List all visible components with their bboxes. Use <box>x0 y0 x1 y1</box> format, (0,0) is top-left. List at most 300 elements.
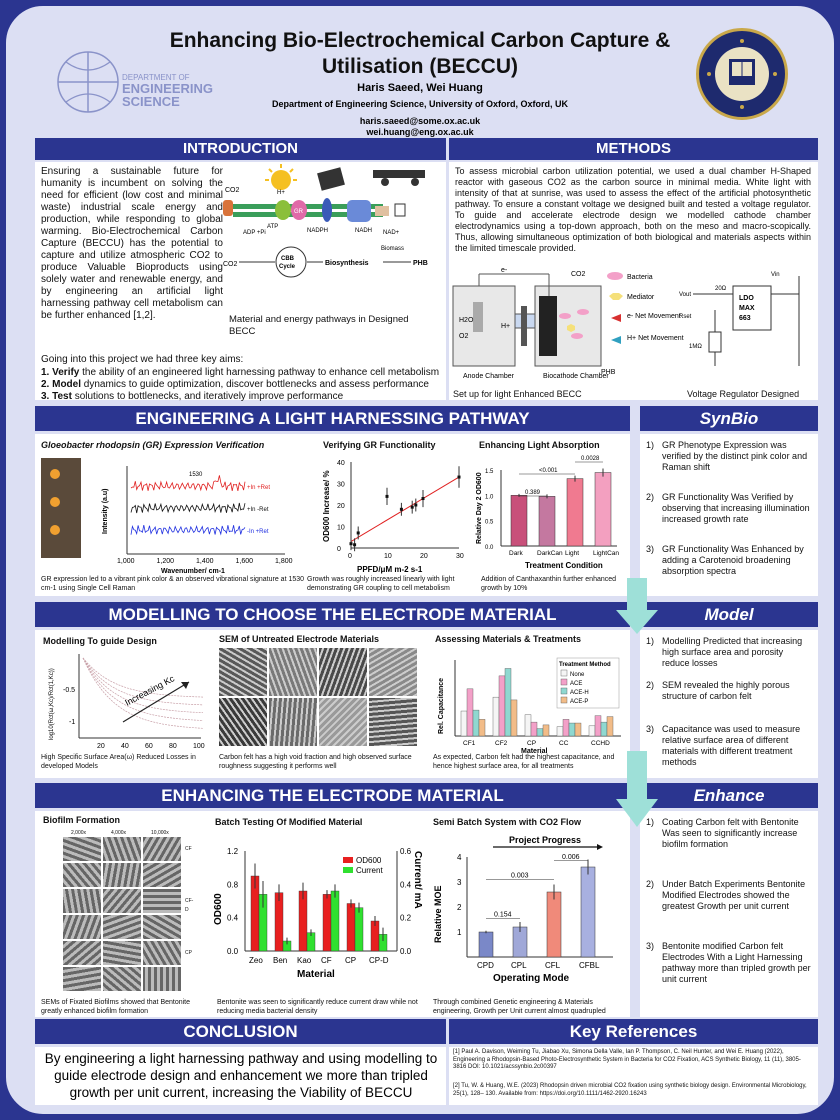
legend-swatch <box>561 688 567 694</box>
y-tick-label: 0.5 <box>485 519 494 526</box>
semi-batch-chart <box>427 829 627 995</box>
x-tick-label: 40 <box>121 743 129 750</box>
side-item-number: 3) <box>646 941 655 951</box>
flow-arrow-icon <box>612 578 662 638</box>
aim-text: the ability of an engineered light harnessing pathway to enhance cell metabolism <box>79 367 440 378</box>
bar <box>461 711 467 736</box>
x-axis-label: PPFD/μM m-2 s-1 <box>357 565 423 574</box>
y-tick-label: 3 <box>457 878 462 887</box>
biofilm-sem-image <box>103 941 141 965</box>
legend-label: +In -Ret <box>247 507 269 513</box>
side-item-number: 2) <box>646 492 655 502</box>
bar <box>563 719 569 736</box>
conclusion-heading: CONCLUSION <box>35 1019 446 1044</box>
side-item-text: GR Phenotype Expression was verified by the distinct pink color and Raman shift <box>662 440 808 472</box>
x-tick-label: CPL <box>511 961 527 970</box>
y-axis-label: Relative Day 2 OD600 <box>476 472 483 544</box>
y-axis-label: OD600 <box>213 893 224 925</box>
x-tick-label: 1,200 <box>156 558 175 565</box>
x-tick-label: CC <box>559 740 569 747</box>
bar-od600 <box>299 891 307 951</box>
synbio-side-panel <box>640 434 818 596</box>
bar-current <box>355 908 363 951</box>
magnification-label: 10,000x <box>151 830 169 836</box>
x-tick-label: 1,600 <box>235 558 254 565</box>
raman-chart <box>41 458 311 574</box>
semi-caption: Through combined Genetic engineering & Materials engineering, Growth per Unit current almost quadrupled <box>433 999 606 1015</box>
abs-title: Enhancing Light Absorption <box>479 440 600 450</box>
magnification-label: 4,000x <box>111 830 127 836</box>
x-tick-label: 0 <box>348 553 352 560</box>
biofilm-sem-image <box>143 889 181 913</box>
y-tick-label: 0.0 <box>485 545 494 551</box>
bar <box>601 722 607 736</box>
batch-chart <box>211 829 421 995</box>
legend-label: ACE-P <box>570 699 589 705</box>
y-axis-label: Intensity (a.u) <box>102 488 109 534</box>
authors: Haris Saeed, Wei Huang <box>357 82 483 94</box>
x-tick-label: 100 <box>193 743 205 750</box>
pathway-caption: Material and energy pathways in Designed BECC <box>229 314 409 337</box>
nadph-label: NADPH <box>307 228 329 234</box>
biofilm-sem-image <box>143 837 181 861</box>
sem-title: SEM of Untreated Electrode Materials <box>219 634 380 644</box>
y-axis-label-right: Current/ mA <box>412 851 423 909</box>
aim-keyword: 1. Verify <box>41 367 80 378</box>
bar-od600 <box>323 894 331 951</box>
biosynthesis-label: Biosynthesis <box>325 260 369 267</box>
x-tick-label: Dark <box>509 550 523 557</box>
biofilm-sem-image <box>63 915 101 939</box>
x-tick-label: CF1 <box>463 740 476 747</box>
y-tick-label: 10 <box>337 524 345 532</box>
x-tick-label: 80 <box>169 743 177 750</box>
side-item-number: 1) <box>646 817 655 827</box>
side-item-number: 3) <box>646 544 655 554</box>
y-tick-label-right: 0.2 <box>400 913 412 923</box>
h-label: H+ <box>501 323 511 330</box>
sem-image <box>319 698 367 746</box>
phb-label: PHB <box>413 260 428 267</box>
biofilm-sem-image <box>103 863 141 887</box>
side-item-text: GR Functionality Was Verified by observing that increasing illumination increased growth rate <box>662 492 810 524</box>
poster <box>3 3 837 1117</box>
legend-label: -In +Ret <box>247 529 269 535</box>
affiliation: Department of Engineering Science, University of Oxford, Oxford, UK <box>271 99 569 109</box>
legend-label: Current <box>356 866 383 875</box>
legend-swatch <box>561 679 567 685</box>
biofilm-sem-image <box>143 941 181 965</box>
svg-text:CBB: CBB <box>281 256 294 262</box>
biofilm-sem-image <box>63 967 101 991</box>
bar <box>511 495 527 546</box>
bar <box>525 715 531 736</box>
y-tick-label: 40 <box>337 460 345 467</box>
legend-swatch <box>561 697 567 703</box>
x-tick-label: Ben <box>273 956 288 965</box>
p-value-label: 0.154 <box>494 911 512 919</box>
bar <box>581 867 595 957</box>
bar <box>467 689 473 736</box>
model-caption: High Specific Surface Area(ω) Reduced Losses in developed Models <box>41 754 196 770</box>
series-line <box>131 475 245 491</box>
reactor-figure <box>453 266 813 398</box>
legend-label: ACE-H <box>570 690 589 696</box>
side-item-text: Capacitance was used to measure relative surface area of different materials with different treatment methods <box>662 724 801 767</box>
bar <box>557 727 563 736</box>
bar <box>479 719 485 736</box>
conclusion-panel <box>35 1047 446 1105</box>
header <box>6 6 834 136</box>
x-tick-label: Kao <box>297 956 312 965</box>
nad-label: NAD+ <box>383 230 400 236</box>
biofilm-title: Biofilm Formation <box>43 815 120 825</box>
data-point <box>386 495 389 498</box>
engineering-logo-icon <box>54 48 124 118</box>
gr-function-chart <box>305 452 471 578</box>
y-tick-label: 1.5 <box>485 469 494 475</box>
y-tick-label: 1 <box>457 928 462 937</box>
phb-methods-label: PHB <box>601 369 616 376</box>
synbio-side-heading: SynBio <box>640 406 818 431</box>
p-value-label: 0.003 <box>511 872 529 880</box>
biofilm-grid <box>41 829 194 997</box>
legend-swatch <box>343 857 353 863</box>
y-tick-label-right: 0.0 <box>400 947 412 956</box>
references-panel <box>449 1047 818 1105</box>
x-tick-label: CFBL <box>579 961 600 970</box>
y-axis-label: Rel. Capacitance <box>438 677 445 734</box>
references-heading: Key References <box>449 1019 818 1044</box>
bar <box>537 729 543 736</box>
raman-caption: GR expression led to a vibrant pink color & an observed vibrational signature at 1530 cm-1 using Single Cell Raman <box>41 576 305 592</box>
legend-label: +In +Ret <box>247 485 271 491</box>
y-tick-label: 0.8 <box>227 880 239 890</box>
bar <box>607 717 613 736</box>
enhance-side-panel <box>640 811 818 1017</box>
p-value-label: 0.389 <box>525 490 541 496</box>
co2-bottom-label: CO2 <box>223 261 238 268</box>
svg-text:LDO: LDO <box>739 295 754 302</box>
sem-image <box>219 698 267 746</box>
y-tick-label: 2 <box>457 903 462 912</box>
email-2: wei.huang@eng.ox.ac.uk <box>366 127 474 137</box>
logo-line-1: DEPARTMENT OF <box>122 73 190 82</box>
x-tick-label: LightCan <box>593 550 620 557</box>
y-tick-label: -0.5 <box>63 687 76 694</box>
pathway-figure <box>223 164 445 326</box>
data-point <box>400 508 403 511</box>
bar <box>499 676 505 736</box>
r2-label: 20Ω <box>715 286 727 292</box>
data-point <box>422 497 425 500</box>
sem-image <box>319 648 367 696</box>
progress-label: Project Progress <box>509 835 582 845</box>
enhance-panel <box>35 811 630 1017</box>
fit-line <box>351 477 459 542</box>
biofilm-row-label: CF-D <box>185 898 194 913</box>
model-side-heading: Model <box>640 602 818 627</box>
raman-title: Gloeobacter rhodopsin (GR) Expression Verification <box>41 440 265 450</box>
data-point <box>350 542 353 545</box>
side-item-text: Bentonite modified Carbon felt Electrodes With a Light Harnessing pathway more than tripled growth per unit current <box>662 941 811 984</box>
model-side-panel <box>640 630 818 778</box>
introduction-panel <box>35 162 446 400</box>
p-value-label: 0.0028 <box>581 456 600 462</box>
bar <box>539 496 555 546</box>
biofilm-row-label: CP <box>185 950 192 956</box>
x-tick-label: CP <box>345 956 357 965</box>
reference-1: [1] Paul A. Davison, Weiming Tu, Jiabao Xu, Simona Della Valle, Ian P. Thompson, C. Neil Hunter, and Wei E. Huang (2022), Engineering a Rhodopsin-Based Photo-Electrosynthetic System in Bacteria for CO2 Fixation, ACS Synthetic Biology, 11 (11), 3805-3816 DOI: 10.1021/acssynbio.2c00397 <box>453 1049 801 1070</box>
magnification-label: 2,000x <box>71 830 87 836</box>
bar <box>547 892 561 957</box>
batch-caption: Bentonite was seen to significantly reduce current draw while not reducing media bacterial density <box>217 999 418 1015</box>
bar <box>473 710 479 736</box>
x-tick-label: 30 <box>456 553 464 560</box>
x-tick-label: 60 <box>145 743 153 750</box>
batch-title: Batch Testing Of Modified Material <box>215 817 363 827</box>
sem-image <box>269 698 317 746</box>
aims-list <box>41 367 443 403</box>
x-axis-label: Material <box>297 969 335 980</box>
data-point <box>411 506 414 509</box>
biofilm-sem-image <box>143 863 181 887</box>
co2-top-label: CO2 <box>225 187 240 194</box>
x-tick-label: CP-D <box>369 956 389 965</box>
bar-od600 <box>275 893 283 951</box>
kc-annotation: Increasing Kc <box>123 673 177 708</box>
y-tick-label-right: 0.6 <box>400 847 412 856</box>
logo-line-3: SCIENCE <box>122 94 180 109</box>
model-title: Modelling To guide Design <box>43 636 157 646</box>
poster-title: Enhancing Bio-Electrochemical Carbon Capture & Utilisation (BECCU) <box>169 29 671 78</box>
abs-caption: Addition of Canthaxanthin further enhanced growth by 10% <box>481 576 617 592</box>
sem-image <box>369 648 417 696</box>
logo-line-2: ENGINEERING <box>122 81 214 96</box>
methods-legend <box>607 272 684 344</box>
methods-paragraph: To assess microbial carbon utilization potential, we used a dual chamber H-Shaped reactor with gaseous CO2 as the carbon source in minimal media. White light with intensity of that at sunrise, was used to assess the effect of the artificial photosynthetic pathway. To ensure a constant voltage we designed built and tested a voltage regulator. To guide and accelerate electrode design we modelled cathode chamber electrodynamics using a top-down approach, both on the meso and macro-scopically. Thus, allowing simultaneous optimization of both biological and materials aspects within the limited timescale provided. <box>455 166 811 253</box>
biofilm-sem-image <box>103 889 141 913</box>
o2-label: O2 <box>459 333 469 340</box>
introduction-heading: INTRODUCTION <box>35 138 446 160</box>
arrow-head-icon <box>597 844 603 850</box>
y-tick-label: 0 <box>337 546 341 553</box>
y-axis-label: Relative MOE <box>433 885 443 943</box>
bar <box>567 479 583 546</box>
methods-panel <box>449 162 818 400</box>
vout-label: Vout <box>679 292 692 298</box>
biofilm-sem-image <box>63 837 101 861</box>
bar <box>505 668 511 736</box>
nadh-label: NADH <box>355 228 373 234</box>
side-item-number: 3) <box>646 724 655 734</box>
p-value-label: 0.006 <box>562 853 580 861</box>
sem-image <box>369 698 417 746</box>
data-point <box>353 543 356 546</box>
conclusion-text: By engineering a light harnessing pathway and using modelling to guide electrode design and enhancement we more than tripled growth per unit current, increasing the Viability of BECCU <box>44 1051 438 1100</box>
sem-caption: Carbon felt has a high void fraction and high observed surface roughness suggesting it performs well <box>219 754 412 770</box>
y-axis-label: OD600 Increase/ % <box>322 470 331 542</box>
semi-title: Semi Batch System with CO2 Flow <box>433 817 582 827</box>
x-tick-label: 20 <box>97 743 105 750</box>
x-axis-label: Material <box>521 748 548 755</box>
absorption-chart <box>471 450 627 578</box>
bar <box>479 932 493 957</box>
biomass-label: Biomass <box>381 246 405 252</box>
peak-annotation: 1530 <box>189 472 203 478</box>
bar <box>531 722 537 736</box>
sem-image <box>269 648 317 696</box>
model-panel <box>35 630 630 778</box>
legend-title: Treatment Method <box>559 662 611 668</box>
biofilm-sem-image <box>103 837 141 861</box>
sem-grid <box>219 648 419 748</box>
legend-swatch <box>561 670 567 676</box>
legend-label: OD600 <box>356 856 382 865</box>
x-tick-label: Zeo <box>249 956 263 965</box>
y-tick-label: 20 <box>337 503 345 510</box>
x-axis-label: Wavenumber/ cm-1 <box>161 568 225 575</box>
x-tick-label: CP <box>527 740 537 747</box>
aim-keyword: 3. Test <box>41 391 72 402</box>
x-axis-label: Treatment Condition <box>525 561 603 570</box>
model-heading: MODELLING TO CHOOSE THE ELECTRODE MATERIAL <box>35 602 630 627</box>
bar-current <box>331 891 339 951</box>
atp-label: ATP <box>267 224 279 230</box>
y-tick-label-right: 0.4 <box>400 880 412 890</box>
x-tick-label: 20 <box>420 553 428 560</box>
synbio-heading: ENGINEERING A LIGHT HARNESSING PATHWAY <box>35 406 630 431</box>
y-tick-label: 0.4 <box>227 913 239 923</box>
cap-title: Assessing Materials & Treatments <box>435 634 582 644</box>
legend-mediator: Mediator <box>627 294 655 301</box>
aim-keyword: 2. Model <box>41 379 82 390</box>
setup-caption: Set up for light Enhanced BECC <box>453 389 582 399</box>
series-line <box>131 525 245 535</box>
biofilm-sem-image <box>63 889 101 913</box>
x-tick-label: 10 <box>384 553 392 560</box>
y-axis-label: log10(Rct(ω,Kc)/Rct(1,Kc)) <box>49 668 55 740</box>
bar <box>575 723 581 736</box>
biofilm-caption: SEMs of Fixated Biofilms showed that Bentonite greatly enhanced biofilm formation <box>41 999 191 1015</box>
legend-swatch <box>343 867 353 873</box>
anode-label: Anode Chamber <box>463 373 514 380</box>
h-plus-label: H+ <box>277 190 285 196</box>
biofilm-sem-image <box>103 967 141 991</box>
cap-caption: As expected, Carbon felt had the highest capacitance, and hence highest surface area, for all treatments <box>433 754 615 770</box>
email-1: haris.saeed@some.ox.ac.uk <box>359 116 481 126</box>
bar <box>569 723 575 736</box>
x-tick-label: 1,400 <box>196 558 214 565</box>
oxford-seal-icon <box>696 28 788 120</box>
aim-text: dynamics to guide optimization, discover bottlenecks and assess performance <box>81 379 429 390</box>
side-item-number: 1) <box>646 636 655 646</box>
intro-paragraph: Ensuring a sustainable future for humanity is incumbent on solving the need for efficient (low cost and minimal waste) industrial scale energy and production, while responding to global warming. Bio-Electrochemical Carbon Capture (BECCU) has the potential to capture and utilize atmospheric CO2 to produce Valuable Bioproducts using solely water and renewable energy, and by engineering an artificial light harnessing pathway cell metabolism can be further enhanced [1,2]. <box>41 166 223 321</box>
voltage-regulator-circuit <box>679 272 799 366</box>
legend-electron-movement: e- Net Movement <box>627 313 681 320</box>
svg-text:663: 663 <box>739 315 751 322</box>
y-tick-label: -1 <box>69 719 76 726</box>
legend-proton-movement: H+ Net Movement <box>627 335 684 342</box>
sem-image <box>219 648 267 696</box>
regulator-caption: Voltage Regulator Designed <box>687 389 800 399</box>
series-line <box>131 503 245 513</box>
x-tick-label: CCHD <box>591 740 610 747</box>
bar <box>595 716 601 736</box>
x-tick-label: 1,800 <box>275 558 293 565</box>
y-tick-label: 0.0 <box>227 947 239 956</box>
side-item-text: Modelling Predicted that increasing high surface area and porosity reduce losses <box>662 636 803 668</box>
aim-item <box>41 379 443 391</box>
biocathode-label: Biocathode Chamber <box>543 373 609 380</box>
reference-2: [2] Tu, W. & Huang, W.E. (2023) Rhodopsin driven microbial CO2 fixation using synthetic biology design. Environmental Microbiology, 25(1), 128– 130. Available from: https://doi.org/10.1111/1462-2920.16243 <box>453 1083 807 1097</box>
legend-label: None <box>570 672 585 678</box>
x-tick-label: CF2 <box>495 740 508 747</box>
side-item-text: Coating Carbon felt with Bentonite Was seen to significantly increase biofilm formation <box>662 817 799 849</box>
x-tick-label: 1,000 <box>117 558 135 565</box>
p-value-label: <0.001 <box>539 468 558 474</box>
synbio-panel <box>35 434 630 596</box>
biofilm-sem-image <box>63 863 101 887</box>
y-tick-label: 1.2 <box>227 847 239 856</box>
biofilm-sem-image <box>143 915 181 939</box>
aims-intro: Going into this project we had three key aims: <box>41 354 244 365</box>
methods-heading: METHODS <box>449 138 818 160</box>
adp-label: ADP +Pi <box>243 230 266 236</box>
side-item-text: GR Functionality Was Enhanced by adding a Carotenoid broadening absorption spectra <box>662 544 804 576</box>
side-item-number: 2) <box>646 680 655 690</box>
side-item-number: 1) <box>646 440 655 450</box>
y-tick-label: 30 <box>337 481 345 489</box>
aim-item <box>41 367 443 379</box>
bar <box>595 473 611 546</box>
biofilm-sem-image <box>103 915 141 939</box>
x-tick-label: Light <box>565 550 580 557</box>
side-item-number: 2) <box>646 879 655 889</box>
model-chart <box>39 648 207 752</box>
data-point <box>458 476 461 479</box>
aim-item <box>41 391 443 403</box>
data-point <box>414 504 417 507</box>
x-tick-label: CFL <box>545 961 561 970</box>
data-point <box>357 531 360 534</box>
x-axis-label: Operating Mode <box>493 973 570 984</box>
y-tick-label: 1.0 <box>485 494 494 501</box>
enhance-side-heading: Enhance <box>640 783 818 808</box>
legend-bacteria: Bacteria <box>627 274 653 281</box>
legend-label: ACE <box>570 681 583 687</box>
bar-od600 <box>347 904 355 952</box>
h2o-label: H2O <box>459 317 474 324</box>
svg-text:MAX: MAX <box>739 305 755 312</box>
x-tick-label: DarkCan <box>537 550 563 557</box>
biofilm-sem-image <box>143 967 181 991</box>
bar <box>493 697 499 736</box>
biofilm-sem-image <box>63 941 101 965</box>
biofilm-row-label: CF <box>185 846 192 852</box>
bar <box>543 725 549 736</box>
capacitance-chart <box>429 646 627 754</box>
svg-text:Cycle: Cycle <box>279 264 296 270</box>
side-item-text: SEM revealed the highly porous structure of carbon felt <box>662 680 790 701</box>
y-tick-label: 4 <box>457 853 462 862</box>
x-tick-label: CPD <box>477 961 494 970</box>
aim-text: solutions to bottlenecks, and iteratively improve performance <box>71 391 344 402</box>
rset-label: Rset <box>679 314 692 320</box>
electron-label: e- <box>501 267 508 274</box>
func-title: Verifying GR Functionality <box>323 440 436 450</box>
r1-label: 1MΩ <box>689 344 702 350</box>
